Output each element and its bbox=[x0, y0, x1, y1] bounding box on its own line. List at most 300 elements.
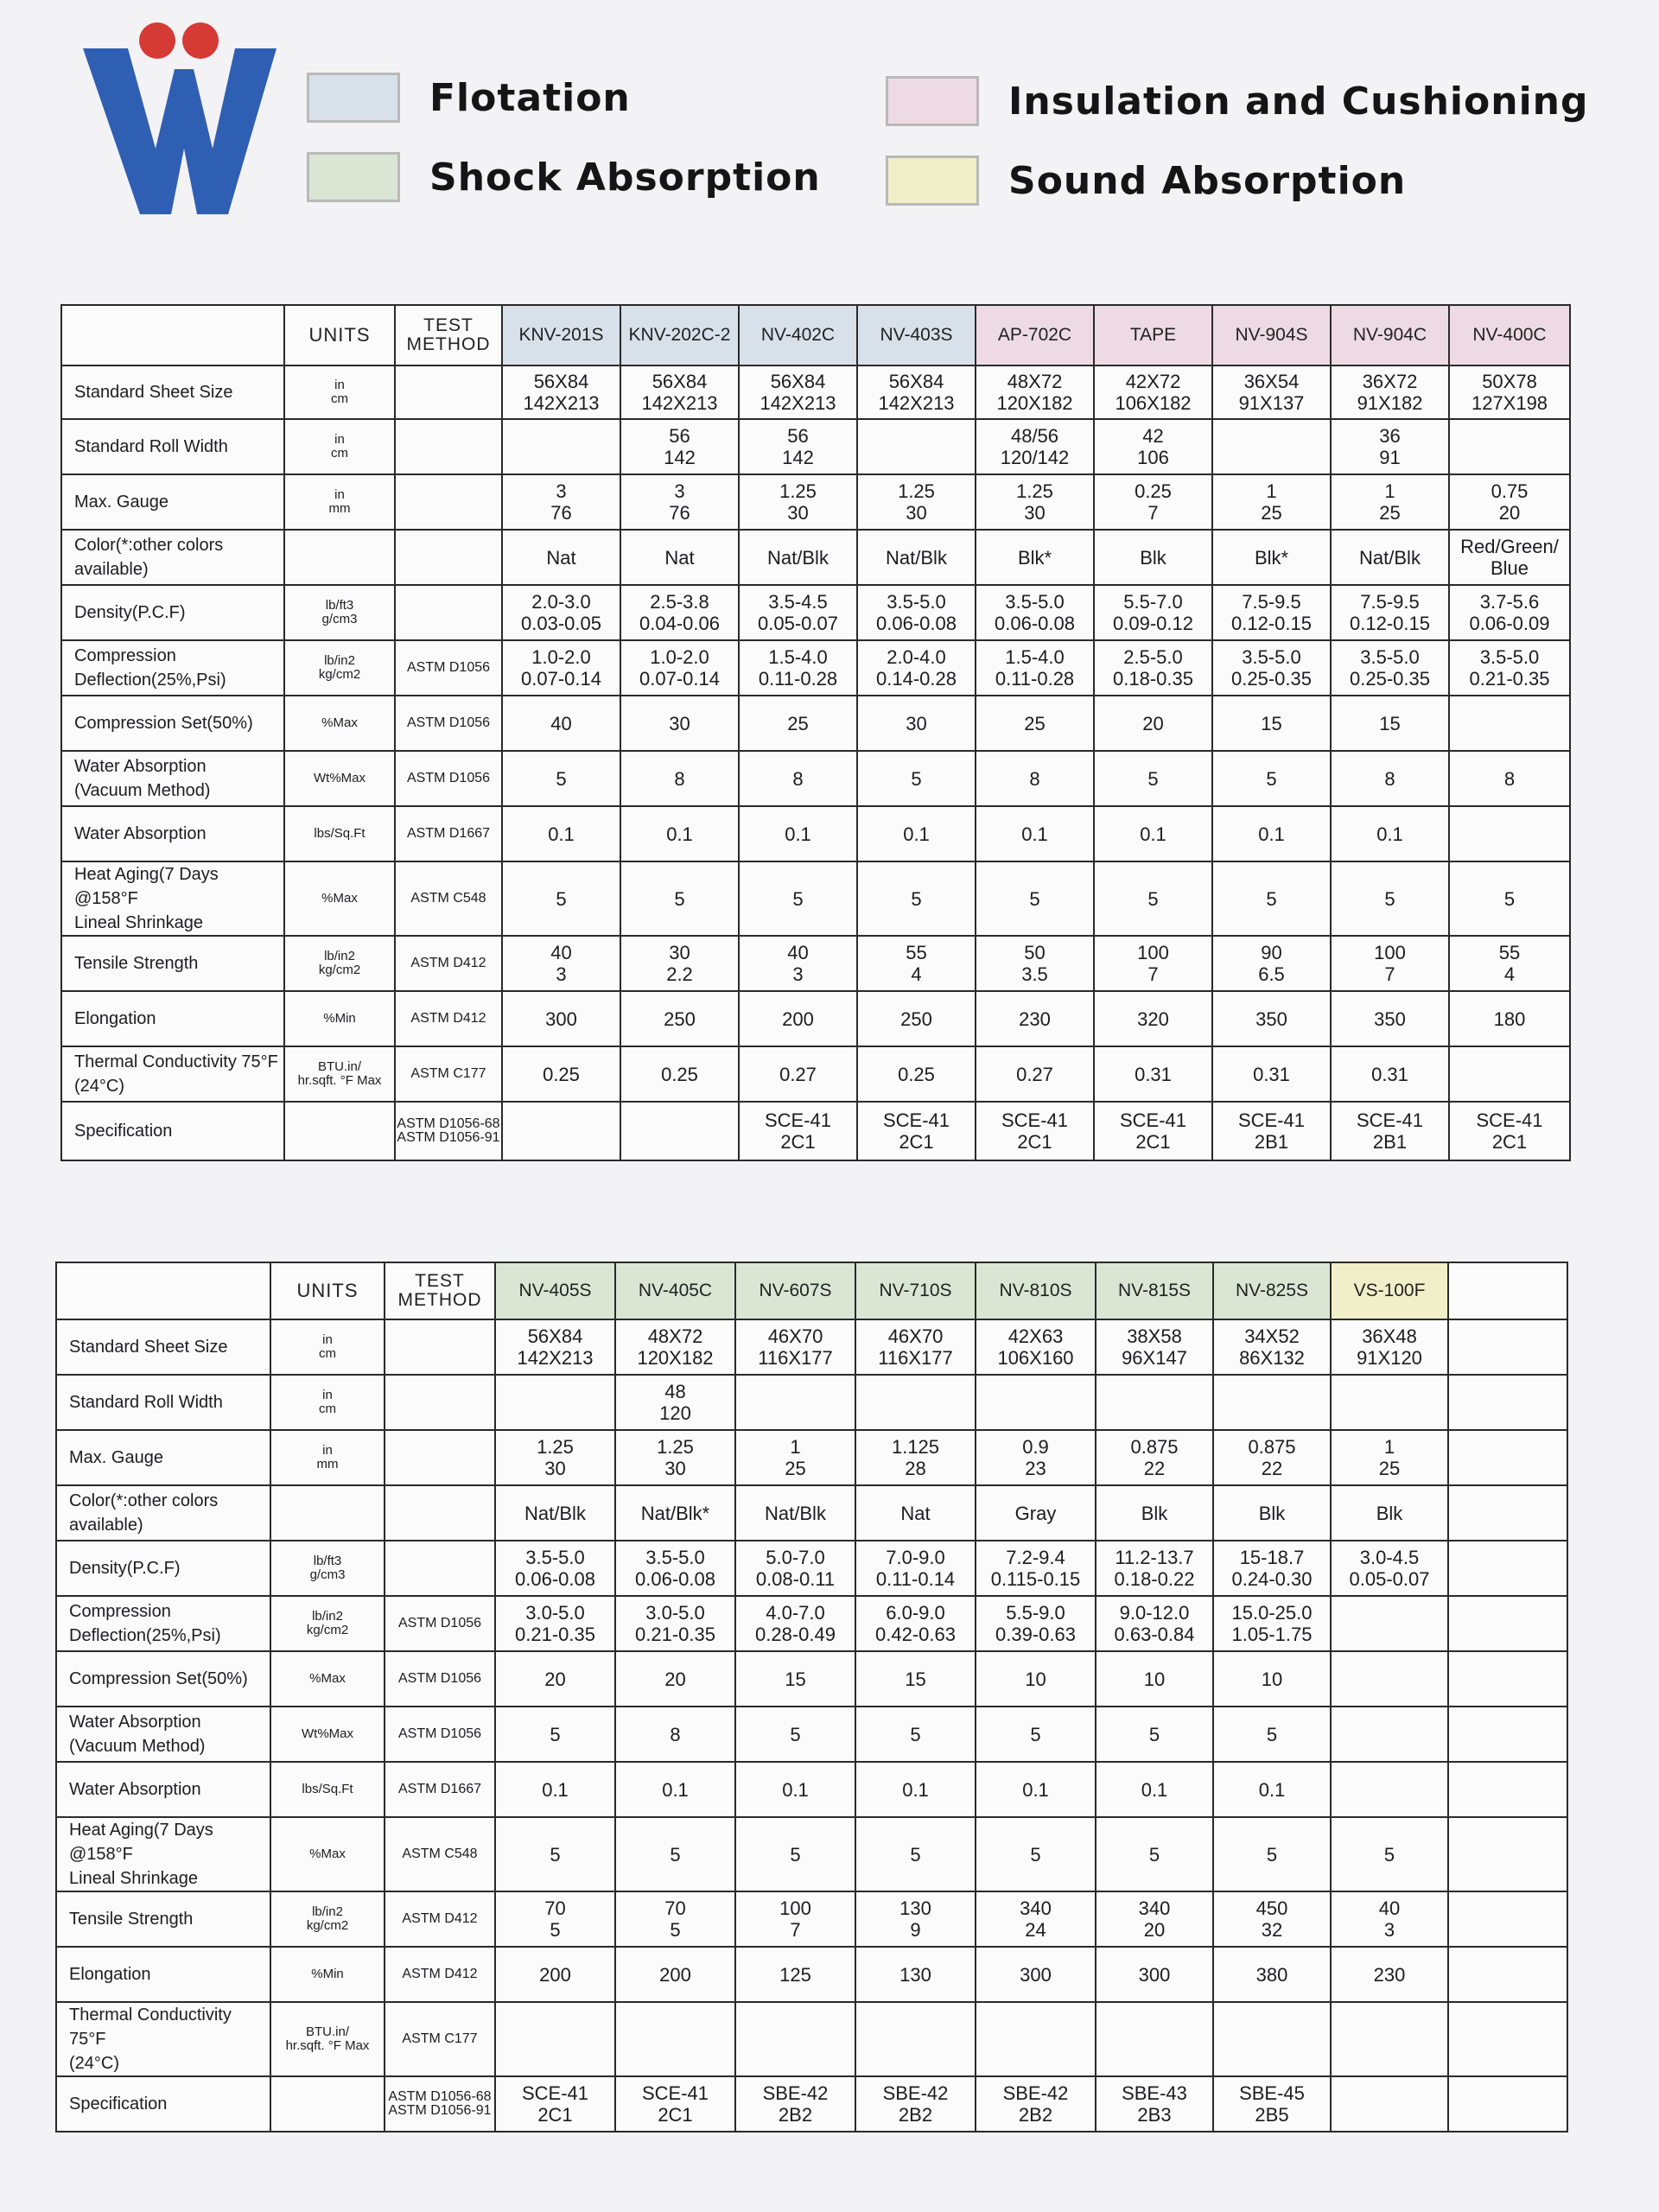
product-header: KNV-201S bbox=[502, 305, 620, 365]
value-cell bbox=[620, 1102, 739, 1160]
value-cell: 350 bbox=[1331, 991, 1449, 1046]
value-cell: 20 bbox=[1094, 696, 1212, 751]
value-cell: 200 bbox=[615, 1947, 735, 2002]
product-header: NV-405S bbox=[495, 1262, 615, 1319]
row-test-method: ASTM D1056 bbox=[385, 1707, 495, 1762]
row-label: Thermal Conductivity 75°F (24°C) bbox=[56, 2002, 270, 2076]
value-cell: 180 bbox=[1449, 991, 1570, 1046]
value-cell: SCE-41 2C1 bbox=[1449, 1102, 1570, 1160]
table-row bbox=[61, 936, 1570, 991]
product-header bbox=[1448, 1262, 1567, 1319]
value-cell: 3.5-5.0 0.21-0.35 bbox=[1449, 640, 1570, 696]
value-cell: 0.25 bbox=[502, 1046, 620, 1102]
value-cell: 3.5-5.0 0.25-0.35 bbox=[1331, 640, 1449, 696]
value-cell: SCE-41 2B1 bbox=[1331, 1102, 1449, 1160]
row-units: lbs/Sq.Ft bbox=[284, 806, 395, 861]
value-cell: 0.1 bbox=[620, 806, 739, 861]
value-cell: 1.0-2.0 0.07-0.14 bbox=[502, 640, 620, 696]
row-units bbox=[270, 1485, 385, 1541]
value-cell: 5 bbox=[502, 861, 620, 936]
value-cell: Nat bbox=[620, 530, 739, 585]
value-cell: 1 25 bbox=[1331, 474, 1449, 530]
value-cell: 1.25 30 bbox=[976, 474, 1094, 530]
row-test-method: ASTM D1056 bbox=[395, 640, 502, 696]
value-cell: 8 bbox=[615, 1707, 735, 1762]
value-cell bbox=[615, 2002, 735, 2076]
value-cell bbox=[1448, 1891, 1567, 1947]
value-cell bbox=[1331, 1707, 1448, 1762]
value-cell: 300 bbox=[1096, 1947, 1213, 2002]
row-label: Compression Deflection(25%,Psi) bbox=[56, 1596, 270, 1651]
row-label: Color(*:other colors available) bbox=[61, 530, 284, 585]
row-units: BTU.in/ hr.sqft. °F Max bbox=[284, 1046, 395, 1102]
product-header: AP-702C bbox=[976, 305, 1094, 365]
value-cell: 100 7 bbox=[735, 1891, 855, 1947]
spec-table-2 bbox=[55, 1262, 1568, 2133]
value-cell: 0.1 bbox=[857, 806, 976, 861]
row-test-method: ASTM C548 bbox=[385, 1817, 495, 1891]
table-row bbox=[61, 751, 1570, 806]
row-test-method bbox=[395, 474, 502, 530]
value-cell: 5 bbox=[976, 1707, 1096, 1762]
value-cell: 3 76 bbox=[620, 474, 739, 530]
spec-table-1 bbox=[60, 304, 1571, 1161]
value-cell: 48X72 120X182 bbox=[976, 365, 1094, 419]
row-label: Specification bbox=[56, 2076, 270, 2132]
row-units: %Min bbox=[270, 1947, 385, 2002]
value-cell: 0.1 bbox=[502, 806, 620, 861]
value-cell: 56X84 142X213 bbox=[739, 365, 857, 419]
value-cell: 34X52 86X132 bbox=[1213, 1319, 1331, 1375]
value-cell: SCE-41 2C1 bbox=[495, 2076, 615, 2132]
table-row bbox=[56, 1707, 1567, 1762]
row-label: Max. Gauge bbox=[56, 1430, 270, 1485]
value-cell: Red/Green/ Blue bbox=[1449, 530, 1570, 585]
value-cell: Blk bbox=[1213, 1485, 1331, 1541]
product-header: VS-100F bbox=[1331, 1262, 1448, 1319]
value-cell bbox=[1448, 1707, 1567, 1762]
header-blank-cell bbox=[56, 1262, 270, 1319]
value-cell: 130 bbox=[855, 1947, 976, 2002]
value-cell: 2.5-3.8 0.04-0.06 bbox=[620, 585, 739, 640]
value-cell: 70 5 bbox=[495, 1891, 615, 1947]
value-cell: 0.1 bbox=[1096, 1762, 1213, 1817]
value-cell: SCE-41 2C1 bbox=[857, 1102, 976, 1160]
row-label: Water Absorption (Vacuum Method) bbox=[56, 1707, 270, 1762]
value-cell: 10 bbox=[1213, 1651, 1331, 1707]
table-header-row bbox=[56, 1262, 1567, 1319]
value-cell: 40 3 bbox=[739, 936, 857, 991]
value-cell: 5 bbox=[495, 1707, 615, 1762]
value-cell: 5 bbox=[1449, 861, 1570, 936]
row-units: in cm bbox=[270, 1375, 385, 1430]
value-cell bbox=[1331, 1596, 1448, 1651]
value-cell: 2.0-4.0 0.14-0.28 bbox=[857, 640, 976, 696]
table-row bbox=[61, 991, 1570, 1046]
row-label: Color(*:other colors available) bbox=[56, 1485, 270, 1541]
value-cell: 7.0-9.0 0.11-0.14 bbox=[855, 1541, 976, 1596]
value-cell: 5 bbox=[857, 861, 976, 936]
table-row bbox=[61, 861, 1570, 936]
value-cell bbox=[1449, 806, 1570, 861]
value-cell: 0.1 bbox=[1094, 806, 1212, 861]
product-header: TAPE bbox=[1094, 305, 1212, 365]
value-cell bbox=[1331, 1375, 1448, 1430]
row-units: %Max bbox=[270, 1651, 385, 1707]
row-test-method: ASTM D1667 bbox=[395, 806, 502, 861]
row-test-method: ASTM D1056-68 ASTM D1056-91 bbox=[385, 2076, 495, 2132]
row-label: Compression Set(50%) bbox=[56, 1651, 270, 1707]
value-cell: SCE-41 2B1 bbox=[1212, 1102, 1331, 1160]
value-cell: 25 bbox=[976, 696, 1094, 751]
value-cell: 5 bbox=[1331, 1817, 1448, 1891]
row-label: Tensile Strength bbox=[61, 936, 284, 991]
value-cell bbox=[1448, 2076, 1567, 2132]
value-cell: 0.1 bbox=[976, 1762, 1096, 1817]
row-label: Heat Aging(7 Days @158°F Lineal Shrinkage bbox=[56, 1817, 270, 1891]
row-units: %Max bbox=[284, 861, 395, 936]
row-test-method: ASTM C548 bbox=[395, 861, 502, 936]
value-cell: 200 bbox=[739, 991, 857, 1046]
row-test-method: ASTM C177 bbox=[395, 1046, 502, 1102]
value-cell: 1.25 30 bbox=[739, 474, 857, 530]
value-cell: 1.5-4.0 0.11-0.28 bbox=[739, 640, 857, 696]
value-cell bbox=[1449, 1046, 1570, 1102]
row-test-method: ASTM D412 bbox=[395, 936, 502, 991]
value-cell: 1 25 bbox=[1331, 1430, 1448, 1485]
row-test-method: ASTM D412 bbox=[395, 991, 502, 1046]
value-cell bbox=[1096, 1375, 1213, 1430]
value-cell: 15.0-25.0 1.05-1.75 bbox=[1213, 1596, 1331, 1651]
value-cell: 56X84 142X213 bbox=[857, 365, 976, 419]
product-header: KNV-202C-2 bbox=[620, 305, 739, 365]
value-cell: 8 bbox=[739, 751, 857, 806]
row-units: lb/ft3 g/cm3 bbox=[270, 1541, 385, 1596]
value-cell: 0.875 22 bbox=[1096, 1430, 1213, 1485]
value-cell: 100 7 bbox=[1331, 936, 1449, 991]
value-cell: 30 2.2 bbox=[620, 936, 739, 991]
row-test-method: ASTM D1056 bbox=[395, 696, 502, 751]
value-cell bbox=[1213, 2002, 1331, 2076]
value-cell: 40 3 bbox=[1331, 1891, 1448, 1947]
row-units: %Min bbox=[284, 991, 395, 1046]
value-cell: 230 bbox=[976, 991, 1094, 1046]
logo-dot-left bbox=[139, 22, 175, 59]
table-row bbox=[61, 365, 1570, 419]
row-label: Compression Deflection(25%,Psi) bbox=[61, 640, 284, 696]
value-cell: 1 25 bbox=[735, 1430, 855, 1485]
legend-label-flotation: Flotation bbox=[429, 75, 631, 120]
value-cell: 46X70 116X177 bbox=[735, 1319, 855, 1375]
value-cell bbox=[1448, 1651, 1567, 1707]
value-cell: Blk* bbox=[1212, 530, 1331, 585]
value-cell bbox=[502, 1102, 620, 1160]
product-header: NV-904C bbox=[1331, 305, 1449, 365]
value-cell: 15-18.7 0.24-0.30 bbox=[1213, 1541, 1331, 1596]
value-cell: 46X70 116X177 bbox=[855, 1319, 976, 1375]
value-cell: 8 bbox=[1331, 751, 1449, 806]
row-units: Wt%Max bbox=[284, 751, 395, 806]
value-cell: 0.75 20 bbox=[1449, 474, 1570, 530]
product-header: NV-607S bbox=[735, 1262, 855, 1319]
value-cell: 0.1 bbox=[735, 1762, 855, 1817]
value-cell: 0.25 bbox=[620, 1046, 739, 1102]
header-blank-cell bbox=[61, 305, 284, 365]
table-row bbox=[56, 1596, 1567, 1651]
value-cell: 1.25 30 bbox=[495, 1430, 615, 1485]
value-cell: 10 bbox=[1096, 1651, 1213, 1707]
value-cell: 56 142 bbox=[739, 419, 857, 474]
legend-sound-absorption bbox=[886, 156, 1406, 206]
header-test-method: TEST METHOD bbox=[385, 1262, 495, 1319]
table-header-row bbox=[61, 305, 1570, 365]
value-cell: 15 bbox=[1331, 696, 1449, 751]
value-cell: 5 bbox=[739, 861, 857, 936]
value-cell: 0.875 22 bbox=[1213, 1430, 1331, 1485]
value-cell: 4.0-7.0 0.28-0.49 bbox=[735, 1596, 855, 1651]
row-label: Water Absorption bbox=[56, 1762, 270, 1817]
value-cell: 42 106 bbox=[1094, 419, 1212, 474]
value-cell: 2.5-5.0 0.18-0.35 bbox=[1094, 640, 1212, 696]
table-row bbox=[61, 474, 1570, 530]
value-cell bbox=[1212, 419, 1331, 474]
legend-swatch-sound-absorption bbox=[886, 156, 979, 206]
value-cell: Blk bbox=[1096, 1485, 1213, 1541]
row-label: Heat Aging(7 Days @158°F Lineal Shrinkage bbox=[61, 861, 284, 936]
value-cell bbox=[1448, 1319, 1567, 1375]
value-cell: Nat/Blk bbox=[735, 1485, 855, 1541]
value-cell: Nat/Blk bbox=[1331, 530, 1449, 585]
value-cell: 50X78 127X198 bbox=[1449, 365, 1570, 419]
value-cell bbox=[495, 1375, 615, 1430]
value-cell bbox=[1448, 1947, 1567, 2002]
value-cell: 8 bbox=[976, 751, 1094, 806]
value-cell: 10 bbox=[976, 1651, 1096, 1707]
value-cell: 70 5 bbox=[615, 1891, 735, 1947]
value-cell: 48X72 120X182 bbox=[615, 1319, 735, 1375]
value-cell: 5 bbox=[855, 1707, 976, 1762]
value-cell: 380 bbox=[1213, 1947, 1331, 2002]
value-cell: 1.25 30 bbox=[857, 474, 976, 530]
row-test-method: ASTM D1056-68 ASTM D1056-91 bbox=[395, 1102, 502, 1160]
value-cell: 5.0-7.0 0.08-0.11 bbox=[735, 1541, 855, 1596]
value-cell: 0.1 bbox=[976, 806, 1094, 861]
value-cell: 130 9 bbox=[855, 1891, 976, 1947]
value-cell: 350 bbox=[1212, 991, 1331, 1046]
value-cell: SCE-41 2C1 bbox=[615, 2076, 735, 2132]
row-test-method bbox=[385, 1430, 495, 1485]
value-cell: 0.27 bbox=[976, 1046, 1094, 1102]
value-cell: 5 bbox=[855, 1817, 976, 1891]
value-cell: 56X84 142X213 bbox=[620, 365, 739, 419]
value-cell: 3.5-5.0 0.06-0.08 bbox=[495, 1541, 615, 1596]
product-header: NV-405C bbox=[615, 1262, 735, 1319]
value-cell: 5 bbox=[1096, 1817, 1213, 1891]
table-row bbox=[61, 696, 1570, 751]
table-row bbox=[56, 2002, 1567, 2076]
row-label: Standard Sheet Size bbox=[56, 1319, 270, 1375]
value-cell: 5 bbox=[1213, 1817, 1331, 1891]
row-test-method bbox=[395, 530, 502, 585]
value-cell: 0.1 bbox=[495, 1762, 615, 1817]
row-label: Standard Roll Width bbox=[56, 1375, 270, 1430]
value-cell: 5 bbox=[1094, 861, 1212, 936]
row-test-method bbox=[385, 1541, 495, 1596]
value-cell: SCE-41 2C1 bbox=[739, 1102, 857, 1160]
value-cell: 3.5-5.0 0.06-0.08 bbox=[615, 1541, 735, 1596]
legend-label-sound-absorption: Sound Absorption bbox=[1008, 158, 1407, 203]
value-cell: 42X72 106X182 bbox=[1094, 365, 1212, 419]
value-cell: 40 3 bbox=[502, 936, 620, 991]
value-cell: 5 bbox=[976, 861, 1094, 936]
row-units bbox=[284, 530, 395, 585]
value-cell: 100 7 bbox=[1094, 936, 1212, 991]
value-cell: Blk bbox=[1331, 1485, 1448, 1541]
value-cell: 3.7-5.6 0.06-0.09 bbox=[1449, 585, 1570, 640]
value-cell: 1 25 bbox=[1212, 474, 1331, 530]
value-cell: SBE-42 2B2 bbox=[976, 2076, 1096, 2132]
value-cell: 8 bbox=[620, 751, 739, 806]
value-cell: 5 bbox=[615, 1817, 735, 1891]
value-cell bbox=[1213, 1375, 1331, 1430]
table-row bbox=[56, 1319, 1567, 1375]
value-cell: 3.0-4.5 0.05-0.07 bbox=[1331, 1541, 1448, 1596]
value-cell: 36X48 91X120 bbox=[1331, 1319, 1448, 1375]
row-units: lb/in2 kg/cm2 bbox=[284, 640, 395, 696]
product-header: NV-400C bbox=[1449, 305, 1570, 365]
product-header: NV-825S bbox=[1213, 1262, 1331, 1319]
value-cell: 9.0-12.0 0.63-0.84 bbox=[1096, 1596, 1213, 1651]
value-cell: 30 bbox=[620, 696, 739, 751]
row-label: Specification bbox=[61, 1102, 284, 1160]
value-cell: 0.25 bbox=[857, 1046, 976, 1102]
value-cell bbox=[855, 2002, 976, 2076]
table-row bbox=[61, 640, 1570, 696]
value-cell bbox=[1448, 1375, 1567, 1430]
row-units: lb/in2 kg/cm2 bbox=[284, 936, 395, 991]
value-cell: 0.9 23 bbox=[976, 1430, 1096, 1485]
value-cell: 5.5-7.0 0.09-0.12 bbox=[1094, 585, 1212, 640]
row-units: in mm bbox=[270, 1430, 385, 1485]
value-cell: 230 bbox=[1331, 1947, 1448, 2002]
row-units: lb/ft3 g/cm3 bbox=[284, 585, 395, 640]
value-cell bbox=[735, 1375, 855, 1430]
value-cell: 2.0-3.0 0.03-0.05 bbox=[502, 585, 620, 640]
row-test-method: ASTM D1056 bbox=[395, 751, 502, 806]
row-label: Compression Set(50%) bbox=[61, 696, 284, 751]
row-units: in mm bbox=[284, 474, 395, 530]
value-cell: SCE-41 2C1 bbox=[976, 1102, 1094, 1160]
value-cell: 300 bbox=[976, 1947, 1096, 2002]
value-cell: 36X54 91X137 bbox=[1212, 365, 1331, 419]
value-cell: 5 bbox=[1212, 751, 1331, 806]
value-cell: 3.5-4.5 0.05-0.07 bbox=[739, 585, 857, 640]
row-units: in cm bbox=[284, 365, 395, 419]
row-test-method bbox=[395, 365, 502, 419]
table-row bbox=[61, 585, 1570, 640]
table-row bbox=[56, 1817, 1567, 1891]
row-units: lb/in2 kg/cm2 bbox=[270, 1891, 385, 1947]
value-cell: 0.27 bbox=[739, 1046, 857, 1102]
value-cell: 340 20 bbox=[1096, 1891, 1213, 1947]
legend-swatch-flotation bbox=[307, 73, 400, 123]
value-cell: 0.1 bbox=[739, 806, 857, 861]
row-label: Water Absorption (Vacuum Method) bbox=[61, 751, 284, 806]
value-cell bbox=[1448, 1430, 1567, 1485]
value-cell: 5 bbox=[502, 751, 620, 806]
value-cell bbox=[502, 419, 620, 474]
value-cell: 3.0-5.0 0.21-0.35 bbox=[495, 1596, 615, 1651]
value-cell: 0.31 bbox=[1094, 1046, 1212, 1102]
row-units: in cm bbox=[270, 1319, 385, 1375]
value-cell bbox=[1096, 2002, 1213, 2076]
row-label: Standard Roll Width bbox=[61, 419, 284, 474]
value-cell: 38X58 96X147 bbox=[1096, 1319, 1213, 1375]
value-cell bbox=[495, 2002, 615, 2076]
row-test-method: ASTM D1056 bbox=[385, 1596, 495, 1651]
product-header: NV-904S bbox=[1212, 305, 1331, 365]
table-row bbox=[56, 1485, 1567, 1541]
value-cell: 1.5-4.0 0.11-0.28 bbox=[976, 640, 1094, 696]
row-label: Elongation bbox=[56, 1947, 270, 2002]
row-label: Density(P.C.F) bbox=[56, 1541, 270, 1596]
value-cell: 200 bbox=[495, 1947, 615, 2002]
value-cell: 11.2-13.7 0.18-0.22 bbox=[1096, 1541, 1213, 1596]
value-cell: 7.2-9.4 0.115-0.15 bbox=[976, 1541, 1096, 1596]
legend-label-shock-absorption: Shock Absorption bbox=[429, 155, 821, 200]
value-cell: SBE-45 2B5 bbox=[1213, 2076, 1331, 2132]
value-cell: 5 bbox=[1212, 861, 1331, 936]
value-cell: 5 bbox=[1213, 1707, 1331, 1762]
value-cell: 1.25 30 bbox=[615, 1430, 735, 1485]
value-cell: 55 4 bbox=[857, 936, 976, 991]
table-row bbox=[61, 419, 1570, 474]
value-cell: SBE-43 2B3 bbox=[1096, 2076, 1213, 2132]
row-test-method bbox=[395, 585, 502, 640]
table-row bbox=[61, 530, 1570, 585]
row-label: Max. Gauge bbox=[61, 474, 284, 530]
value-cell bbox=[1448, 1541, 1567, 1596]
row-test-method: ASTM D412 bbox=[385, 1891, 495, 1947]
value-cell: 0.1 bbox=[1331, 806, 1449, 861]
product-header: NV-402C bbox=[739, 305, 857, 365]
row-units: lbs/Sq.Ft bbox=[270, 1762, 385, 1817]
legend-label-insulation: Insulation and Cushioning bbox=[1008, 79, 1589, 124]
value-cell: 0.1 bbox=[855, 1762, 976, 1817]
row-units: %Max bbox=[284, 696, 395, 751]
value-cell: 7.5-9.5 0.12-0.15 bbox=[1331, 585, 1449, 640]
table-row bbox=[56, 1947, 1567, 2002]
value-cell: 30 bbox=[857, 696, 976, 751]
row-test-method: ASTM D1667 bbox=[385, 1762, 495, 1817]
value-cell: 5 bbox=[1094, 751, 1212, 806]
value-cell: Nat/Blk bbox=[857, 530, 976, 585]
legend-swatch-insulation bbox=[886, 76, 979, 126]
value-cell: 55 4 bbox=[1449, 936, 1570, 991]
value-cell: 56X84 142X213 bbox=[495, 1319, 615, 1375]
row-units: %Max bbox=[270, 1817, 385, 1891]
value-cell: 25 bbox=[739, 696, 857, 751]
value-cell bbox=[1448, 1596, 1567, 1651]
table-row bbox=[56, 1430, 1567, 1485]
value-cell: 5 bbox=[735, 1707, 855, 1762]
legend-swatch-shock-absorption bbox=[307, 152, 400, 202]
value-cell bbox=[976, 2002, 1096, 2076]
row-units: BTU.in/ hr.sqft. °F Max bbox=[270, 2002, 385, 2076]
value-cell: 5.5-9.0 0.39-0.63 bbox=[976, 1596, 1096, 1651]
value-cell bbox=[1449, 696, 1570, 751]
value-cell: 3.5-5.0 0.25-0.35 bbox=[1212, 640, 1331, 696]
